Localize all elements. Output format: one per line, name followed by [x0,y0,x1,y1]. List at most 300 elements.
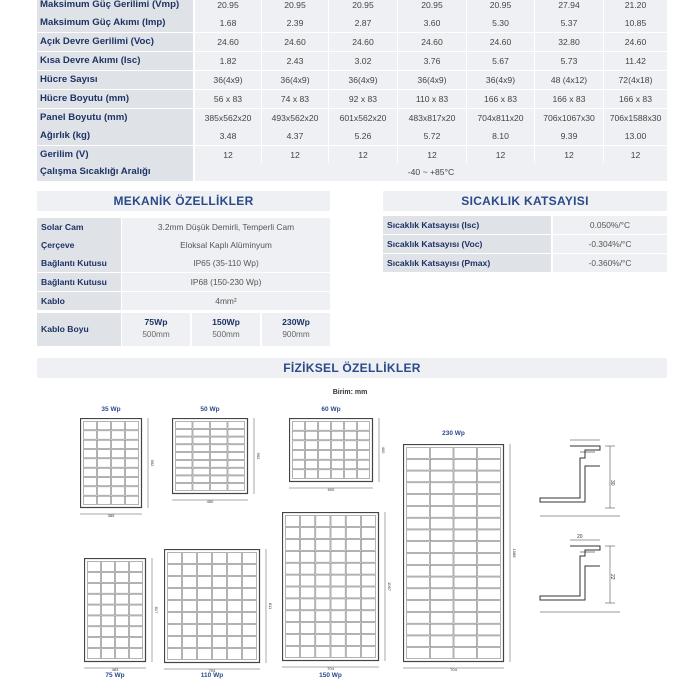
solar-cell [454,506,477,517]
solar-cell [286,516,300,527]
spec-cell: 56 x 83 [195,90,261,108]
spec-cell: 11.42 [604,52,667,70]
solar-cell [98,422,111,430]
spec-row-label: Açık Devre Gerilimi (Voc) [37,33,193,51]
solar-cell [211,468,228,475]
solar-cell [430,506,453,517]
solar-cell [168,589,182,600]
solar-cell [346,587,360,598]
spec-cell: 706x1067x30 [535,109,603,127]
spec-cell: 72(4x18) [604,71,667,89]
mechanical-row-value: 4mm² [122,292,330,310]
solar-cell [331,539,345,550]
spec-row [37,52,667,70]
spec-cell: 12 [398,146,466,164]
spec-cell: 24.60 [329,33,397,51]
solar-cell [98,478,111,486]
solar-cell [213,589,227,600]
solar-cell [228,429,245,436]
solar-cell [88,638,101,648]
solar-cell [454,624,477,635]
solar-cell [346,539,360,550]
height-dimension-label: 1588 [512,548,517,558]
spec-row [37,127,667,145]
spec-cell: 385x562x20 [195,109,261,127]
solar-cell [126,431,139,439]
height-dimension-label: 811 [268,602,273,610]
solar-cell [130,572,143,582]
spec-cell: 704x811x20 [467,109,534,127]
solar-cell [316,623,330,634]
solar-cell [98,450,111,458]
solar-cell [332,431,344,440]
solar-cell [198,589,212,600]
spec-cell: 12 [195,146,261,164]
spec-row-label: Hücre Boyutu (mm) [37,90,193,108]
solar-cell [346,563,360,574]
solar-cell [243,565,257,576]
solar-cell [102,605,115,615]
thermal-row [383,216,667,234]
mechanical-row-value: 3.2mm Düşük Demirli, Temperli Cam [122,218,330,236]
solar-cell [301,611,315,622]
spec-cell: 3.76 [398,52,466,70]
solar-cell [301,599,315,610]
solar-cell [407,648,430,659]
solar-cell [454,648,477,659]
solar-cell [84,459,97,467]
spec-cell: 24.60 [398,33,466,51]
solar-cell [331,587,345,598]
physical-section-title: FİZİKSEL ÖZELLİKLER [37,358,667,378]
mechanical-row-value: IP68 (150-230 Wp) [122,273,330,291]
solar-cell [454,589,477,600]
solar-cell [112,487,125,495]
solar-cell [319,451,331,460]
solar-cell [183,649,197,660]
solar-panel-drawing [282,512,393,671]
solar-cell [454,448,477,459]
solar-cell [361,551,375,562]
solar-cell [88,594,101,604]
solar-cell [228,484,245,491]
height-dimension-label: 817 [154,606,159,614]
solar-cell [301,563,315,574]
panel-label: 75 Wp [105,672,125,679]
spec-cell: 3.02 [329,52,397,70]
solar-cell [183,565,197,576]
solar-cell [478,530,501,541]
solar-cell [407,601,430,612]
solar-cell [430,624,453,635]
spec-cell: 13.00 [604,127,667,145]
panel-label: 35 Wp [101,406,121,413]
solar-cell [84,468,97,476]
solar-cell [361,516,375,527]
spec-cell: 74 x 83 [262,90,328,108]
spec-cell: 2.87 [329,14,397,32]
spec-cell: 21.20 [604,0,667,14]
solar-cell [286,623,300,634]
solar-cell [116,638,129,648]
solar-cell [331,551,345,562]
spec-cell: 3.48 [195,127,261,145]
panel-label: 50 Wp [200,406,220,413]
solar-cell [211,437,228,444]
solar-cell [193,445,210,452]
solar-cell [130,594,143,604]
solar-cell [293,460,305,469]
solar-cell [293,470,305,479]
solar-cell [126,459,139,467]
solar-cell [478,518,501,529]
solar-cell [430,483,453,494]
solar-cell [243,589,257,600]
solar-cell [88,605,101,615]
solar-cell [183,589,197,600]
solar-cell [88,583,101,593]
solar-cell [228,553,242,564]
solar-cell [319,422,331,431]
spec-cell: 48 (4x12) [535,71,603,89]
height-dimension-label: 562 [256,452,261,460]
cable-length-cell [192,313,260,346]
panel-label: 60 Wp [321,406,341,413]
solar-cell [430,518,453,529]
solar-cell [478,542,501,553]
solar-cell [319,470,331,479]
spec-row [37,0,667,14]
spec-cell: 20.95 [195,0,261,14]
solar-cell [346,623,360,634]
solar-cell [183,637,197,648]
solar-cell [331,563,345,574]
solar-cell [213,637,227,648]
solar-cell [306,422,318,431]
solar-cell [213,613,227,624]
spec-row [37,146,667,164]
solar-cell [478,565,501,576]
solar-cell [102,562,115,572]
spec-cell: 12 [535,146,603,164]
solar-cell [331,575,345,586]
solar-cell [112,450,125,458]
solar-cell [293,422,305,431]
solar-cell [430,471,453,482]
solar-cell [316,516,330,527]
solar-cell [176,460,193,467]
solar-cell [346,647,360,658]
solar-cell [84,496,97,504]
spec-cell: 166 x 83 [467,90,534,108]
solar-cell [228,460,245,467]
profile-dim-label: 20 [577,534,583,540]
width-dimension-label: 483 [111,667,119,672]
solar-cell [407,459,430,470]
solar-cell [478,648,501,659]
solar-cell [193,453,210,460]
solar-cell [430,448,453,459]
solar-cell [430,495,453,506]
solar-cell [84,487,97,495]
spec-cell: 24.60 [467,33,534,51]
solar-cell [112,422,125,430]
solar-cell [116,627,129,637]
solar-cell [478,589,501,600]
solar-cell [243,601,257,612]
spec-cell: 12 [604,146,667,164]
solar-cell [478,636,501,647]
solar-cell [316,599,330,610]
spec-cell: 5.67 [467,52,534,70]
solar-cell [183,625,197,636]
solar-cell [407,495,430,506]
solar-cell [346,599,360,610]
height-dimension-label: 1067 [387,582,392,591]
solar-cell [454,495,477,506]
spec-row-label: Ağırlık (kg) [37,127,193,145]
solar-cell [168,577,182,588]
spec-cell: 166 x 83 [604,90,667,108]
solar-cell [213,601,227,612]
solar-cell [301,647,315,658]
solar-cell [286,587,300,598]
solar-cell [346,575,360,586]
solar-cell [228,649,242,660]
spec-cell: 27.94 [535,0,603,14]
solar-cell [211,453,228,460]
solar-cell [176,422,193,429]
spec-row-label: Kısa Devre Akımı (Isc) [37,52,193,70]
cable-length-row [37,313,330,346]
solar-cell [316,575,330,586]
solar-cell [301,635,315,646]
solar-cell [84,450,97,458]
solar-cell [193,429,210,436]
solar-cell [176,484,193,491]
solar-cell [228,577,242,588]
solar-cell [193,437,210,444]
solar-cell [198,637,212,648]
solar-cell [407,565,430,576]
solar-cell [454,636,477,647]
spec-cell: 24.60 [262,33,328,51]
solar-cell [319,431,331,440]
solar-cell [116,583,129,593]
thermal-row-label: Sıcaklık Katsayısı (Isc) [383,216,551,234]
solar-cell [454,565,477,576]
solar-cell [228,437,245,444]
spec-row-label: Panel Boyutu (mm) [37,109,193,127]
solar-cell [228,613,242,624]
cable-length-cell [122,313,190,346]
solar-cell [316,563,330,574]
profile-dim-label: 30 [609,480,615,486]
solar-cell [358,422,370,431]
solar-cell [198,565,212,576]
solar-cell [102,649,115,659]
solar-cell [213,565,227,576]
solar-cell [176,437,193,444]
solar-cell [331,599,345,610]
spec-row-label: Hücre Sayısı [37,71,193,89]
solar-cell [316,539,330,550]
mechanical-row [37,254,330,272]
solar-cell [130,616,143,626]
solar-cell [211,429,228,436]
mechanical-row [37,273,330,291]
spec-cell: 5.26 [329,127,397,145]
solar-cell [345,441,357,450]
solar-cell [407,506,430,517]
solar-cell [84,422,97,430]
solar-cell [319,460,331,469]
frame-profile-top [540,440,620,516]
solar-cell [176,429,193,436]
solar-cell [454,577,477,588]
solar-cell [126,468,139,476]
spec-cell: 5.72 [398,127,466,145]
solar-cell [306,441,318,450]
spec-cell: 1.68 [195,14,261,32]
solar-cell [293,451,305,460]
solar-cell [430,577,453,588]
solar-cell [88,649,101,659]
solar-cell [430,459,453,470]
width-dimension-label: 704 [208,668,216,673]
spec-cell: 8.10 [467,127,534,145]
solar-cell [454,542,477,553]
frame-profile-bottom [540,540,620,612]
thermal-row [383,254,667,272]
solar-cell [112,478,125,486]
solar-cell [407,518,430,529]
solar-cell [301,539,315,550]
solar-cell [98,440,111,448]
solar-cell [293,431,305,440]
solar-cell [176,468,193,475]
solar-cell [454,483,477,494]
solar-cell [112,459,125,467]
solar-cell [286,551,300,562]
mechanical-row [37,218,330,236]
solar-cell [430,612,453,623]
solar-cell [346,635,360,646]
cable-length: 500mm [142,330,170,339]
solar-cell [361,599,375,610]
solar-cell [345,451,357,460]
solar-cell [243,625,257,636]
solar-cell [346,551,360,562]
solar-cell [211,484,228,491]
solar-cell [168,553,182,564]
solar-cell [361,539,375,550]
solar-cell [301,575,315,586]
solar-cell [430,636,453,647]
solar-cell [286,563,300,574]
solar-cell [193,476,210,483]
solar-cell [193,422,210,429]
mechanical-row-value: IP65 (35-110 Wp) [122,254,330,272]
spec-cell: 24.60 [195,33,261,51]
solar-cell [316,647,330,658]
solar-cell [228,589,242,600]
solar-cell [316,551,330,562]
solar-cell [116,616,129,626]
solar-cell [126,478,139,486]
solar-cell [407,636,430,647]
panel-label: 110 Wp [200,672,224,679]
solar-cell [361,575,375,586]
solar-cell [478,554,501,565]
solar-cell [430,530,453,541]
solar-cell [331,647,345,658]
solar-cell [88,562,101,572]
solar-cell [361,563,375,574]
spec-row [37,14,667,32]
solar-cell [84,440,97,448]
cable-wattage: 75Wp [144,317,168,327]
solar-cell [478,471,501,482]
spec-row [37,33,667,51]
solar-cell [319,441,331,450]
spec-cell: 5.73 [535,52,603,70]
mechanical-row-label: Bağlantı Kutusu [37,254,121,272]
cable-length-cell [262,313,330,346]
spec-cell: 12 [329,146,397,164]
solar-cell [211,445,228,452]
thermal-row-label: Sıcaklık Katsayısı (Pmax) [383,254,551,272]
solar-cell [168,613,182,624]
solar-cell [98,459,111,467]
unit-label: Birim: mm [332,389,368,396]
solar-cell [454,612,477,623]
solar-cell [168,625,182,636]
solar-cell [228,565,242,576]
cable-length: 900mm [282,330,310,339]
solar-cell [183,553,197,564]
solar-cell [193,468,210,475]
solar-cell [213,649,227,660]
solar-cell [316,527,330,538]
spec-cell: 32.80 [535,33,603,51]
solar-cell [346,516,360,527]
solar-cell [407,448,430,459]
solar-cell [176,476,193,483]
mechanical-section-title: MEKANİK ÖZELLİKLER [37,191,330,211]
solar-cell [331,516,345,527]
solar-cell [478,448,501,459]
solar-cell [211,422,228,429]
spec-cell: 5.37 [535,14,603,32]
solar-cell [430,589,453,600]
solar-cell [301,527,315,538]
solar-cell [228,468,245,475]
solar-panel-drawing [289,418,387,492]
spec-cell: 24.60 [604,33,667,51]
solar-cell [176,445,193,452]
thermal-section-title: SICAKLIK KATSAYISI [383,191,667,211]
mechanical-row-label: Kablo [37,292,121,310]
solar-cell [286,635,300,646]
solar-cell [316,611,330,622]
solar-cell [112,468,125,476]
spec-cell: 166 x 83 [535,90,603,108]
solar-cell [358,451,370,460]
solar-panel-drawing [164,549,274,673]
solar-cell [193,460,210,467]
solar-cell [332,460,344,469]
